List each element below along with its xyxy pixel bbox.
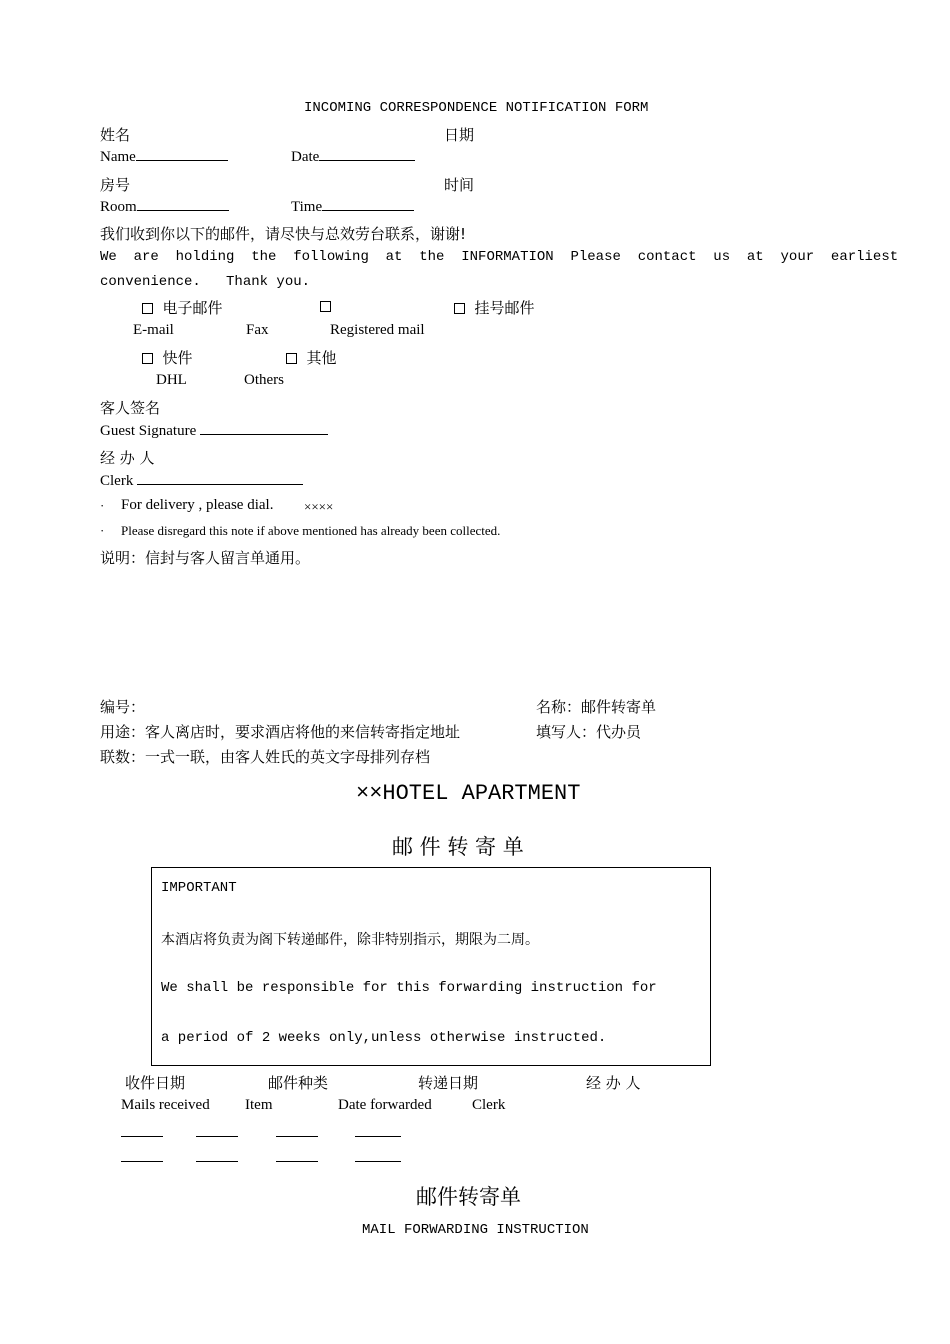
delivery-number: ×××× — [304, 499, 334, 514]
clerk-field[interactable] — [100, 472, 303, 490]
row2-received-blank[interactable] — [121, 1161, 163, 1162]
time-label-cn: 时间 — [444, 176, 475, 194]
room-label-en: Room — [100, 199, 137, 215]
name-label-en: Name — [100, 149, 136, 165]
notice-cn: 我们收到你以下的邮件，请尽快与总效劳台联系，谢谢! — [100, 225, 467, 243]
guest-signature-blank[interactable] — [200, 422, 328, 435]
col-item-cn: 邮件种类 — [268, 1074, 329, 1092]
col-forwarded-en: Date forwarded — [338, 1097, 432, 1113]
delivery-note: For delivery , please dial. — [121, 497, 274, 513]
col-clerk-cn: 经 办 人 — [586, 1074, 641, 1092]
clerk-label-cn: 经 办 人 — [100, 449, 155, 467]
footer-title-cn: 邮件转寄单 — [416, 1185, 521, 1209]
bullet-1: · — [100, 498, 105, 513]
guest-signature-label-en: Guest Signature — [100, 423, 197, 439]
row2-forwarded-blank[interactable] — [276, 1161, 318, 1162]
important-heading: IMPORTANT — [161, 880, 237, 896]
notice-en-line1: We are holding the following at the INFORMATION Please contact us at your earliest — [100, 249, 899, 265]
email-checkbox[interactable] — [142, 303, 153, 314]
footer-title-en: MAIL FORWARDING INSTRUCTION — [362, 1222, 589, 1238]
option-others[interactable] — [286, 347, 337, 368]
row2-item-blank[interactable] — [196, 1161, 238, 1162]
filled-by-label: 填写人：代办员 — [536, 723, 642, 741]
fax-label-en: Fax — [246, 322, 269, 338]
col-forwarded-cn: 转递日期 — [418, 1074, 479, 1092]
row2-clerk-blank[interactable] — [355, 1161, 401, 1162]
important-text-en-line2: a period of 2 weeks only,unless otherwise instructed. — [161, 1030, 607, 1046]
important-text-cn: 本酒店将负责为阁下转递邮件，除非特别指示，期限为二周。 — [161, 932, 539, 948]
option-fax[interactable] — [320, 297, 331, 315]
serial-label: 编号： — [100, 698, 146, 716]
notice-en-line2: convenience. Thank you. — [100, 274, 311, 290]
disregard-note: Please disregard this note if above mentioned has already been collected. — [121, 523, 501, 538]
time-label-en: Time — [291, 199, 323, 215]
name-blank[interactable] — [136, 148, 228, 161]
guest-signature-field[interactable] — [100, 422, 328, 440]
usage-label: 用途：客人离店时，要求酒店将他的来信转寄指定地址 — [100, 723, 461, 741]
clerk-label-en: Clerk — [100, 473, 134, 489]
express-label-cn: 快件 — [162, 349, 193, 367]
col-clerk-en: Clerk — [472, 1097, 506, 1113]
room-field[interactable] — [100, 198, 229, 216]
date-blank[interactable] — [319, 148, 415, 161]
name-field[interactable] — [100, 148, 228, 166]
email-label-cn: 电子邮件 — [162, 299, 223, 317]
others-label-cn: 其他 — [306, 349, 337, 367]
others-checkbox[interactable] — [286, 353, 297, 364]
fax-checkbox[interactable] — [320, 301, 331, 312]
form-title: INCOMING CORRESPONDENCE NOTIFICATION FORM — [304, 100, 649, 116]
row1-forwarded-blank[interactable] — [276, 1136, 318, 1137]
option-express[interactable] — [142, 347, 193, 368]
form-name-label: 名称：邮件转寄单 — [536, 698, 657, 716]
name-label-cn: 姓名 — [100, 126, 131, 144]
bullet-2: · — [100, 523, 105, 538]
remark: 说明：信封与客人留言单通用。 — [100, 549, 311, 567]
col-item-en: Item — [245, 1097, 273, 1113]
row1-received-blank[interactable] — [121, 1136, 163, 1137]
clerk-blank[interactable] — [137, 472, 303, 485]
registered-label-en: Registered mail — [330, 322, 425, 338]
others-label-en: Others — [244, 372, 284, 388]
email-label-en: E-mail — [133, 322, 174, 338]
col-received-en: Mails received — [121, 1097, 210, 1113]
date-label-cn: 日期 — [444, 126, 475, 144]
col-received-cn: 收件日期 — [125, 1074, 186, 1092]
registered-label-cn: 挂号邮件 — [474, 299, 535, 317]
guest-signature-label-cn: 客人签名 — [100, 399, 161, 417]
time-blank[interactable] — [322, 198, 414, 211]
time-field[interactable] — [291, 198, 414, 216]
date-field[interactable] — [291, 148, 415, 166]
row1-item-blank[interactable] — [196, 1136, 238, 1137]
copies-label: 联数：一式一联，由客人姓氏的英文字母排列存档 — [100, 748, 431, 766]
option-registered[interactable] — [454, 297, 535, 318]
room-label-cn: 房号 — [100, 176, 131, 194]
forwarding-title-cn: 邮 件 转 寄 单 — [392, 835, 524, 859]
room-blank[interactable] — [137, 198, 229, 211]
important-text-en-line1: We shall be responsible for this forwarding instruction for — [161, 980, 657, 996]
date-label-en: Date — [291, 149, 320, 165]
dhl-label-en: DHL — [156, 372, 187, 388]
express-checkbox[interactable] — [142, 353, 153, 364]
hotel-name: ××HOTEL APARTMENT — [356, 781, 581, 806]
option-email[interactable] — [142, 297, 223, 318]
row1-clerk-blank[interactable] — [355, 1136, 401, 1137]
registered-checkbox[interactable] — [454, 303, 465, 314]
